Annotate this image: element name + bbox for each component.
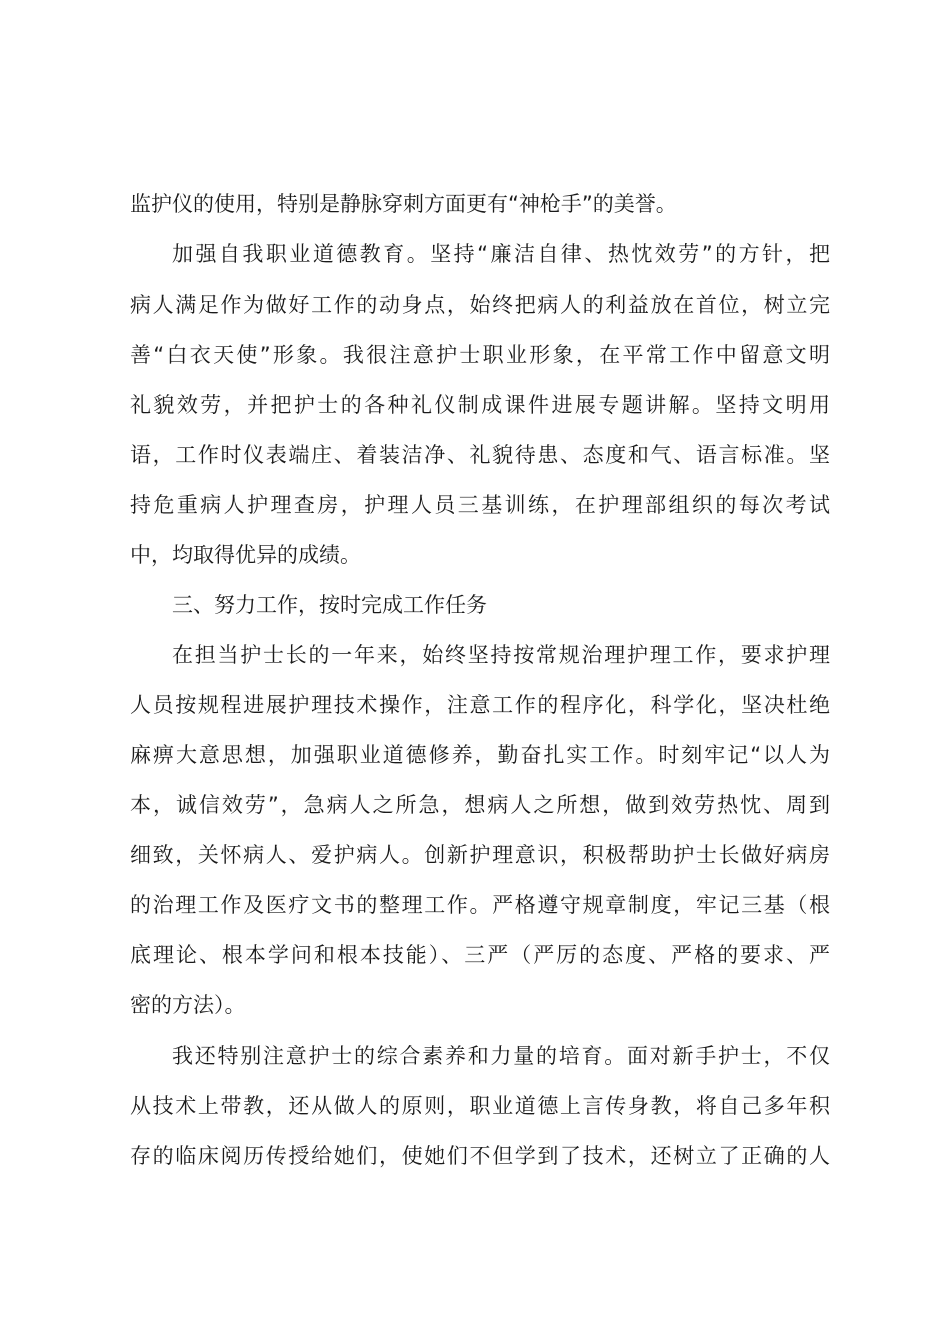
paragraph-line: 细致，关怀病人、爱护病人。创新护理意识，积极帮助护士长做好病房 xyxy=(130,843,830,867)
paragraph-line: 从技术上带教，还从做人的原则，职业道德上言传身教，将自己多年积 xyxy=(130,1094,830,1118)
section-heading: 三、努力工作，按时完成工作任务 xyxy=(172,593,487,617)
paragraph-line: 病人满足作为做好工作的动身点，始终把病人的利益放在首位，树立完 xyxy=(130,293,830,317)
paragraph-line: 中，均取得优异的成绩。 xyxy=(130,543,361,567)
paragraph-line: 监护仪的使用，特别是静脉穿刺方面更有“神枪手”的美誉。 xyxy=(130,192,677,216)
paragraph-line: 存的临床阅历传授给她们，使她们不但学到了技术，还树立了正确的人 xyxy=(130,1144,830,1168)
paragraph-line: 密的方法）。 xyxy=(130,993,246,1017)
paragraph-line: 我还特别注意护士的综合素养和力量的培育。面对新手护士，不仅 xyxy=(172,1044,830,1068)
paragraph-line: 在担当护士长的一年来，始终坚持按常规治理护理工作，要求护理 xyxy=(172,643,830,667)
paragraph-line: 底理论、根本学问和根本技能）、三严（严厉的态度、严格的要求、严 xyxy=(130,943,830,967)
paragraph-line: 的治理工作及医疗文书的整理工作。严格遵守规章制度，牢记三基（根 xyxy=(130,893,830,917)
paragraph-line: 加强自我职业道德教育。坚持“廉洁自律、热忱效劳”的方针，把 xyxy=(172,242,830,266)
paragraph-line: 麻痹大意思想，加强职业道德修养，勤奋扎实工作。时刻牢记“以人为 xyxy=(130,743,830,767)
paragraph-line: 善“白衣天使”形象。我很注意护士职业形象，在平常工作中留意文明 xyxy=(130,343,830,367)
paragraph-line: 礼貌效劳，并把护士的各种礼仪制成课件进展专题讲解。坚持文明用 xyxy=(130,393,830,417)
paragraph-line: 本，诚信效劳”，急病人之所急，想病人之所想，做到效劳热忱、周到 xyxy=(130,793,830,817)
paragraph-line: 人员按规程进展护理技术操作，注意工作的程序化，科学化，坚决杜绝 xyxy=(130,693,830,717)
paragraph-line: 持危重病人护理查房，护理人员三基训练，在护理部组织的每次考试 xyxy=(130,493,830,517)
paragraph-line: 语，工作时仪表端庄、着装洁净、礼貌待患、态度和气、语言标准。坚 xyxy=(130,443,830,467)
